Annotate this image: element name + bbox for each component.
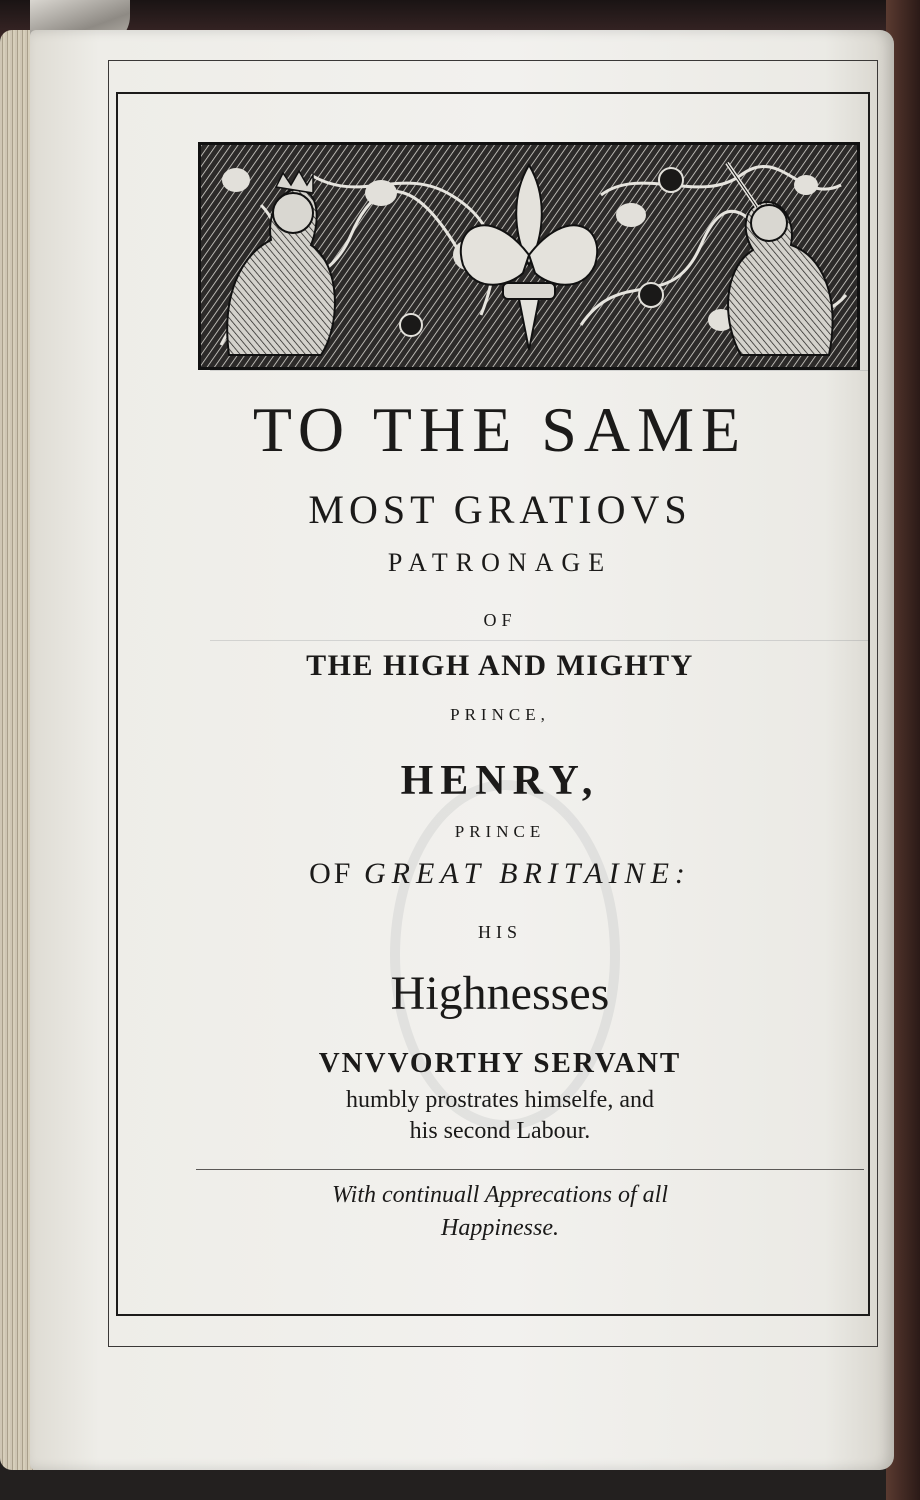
headpiece-illustration: [201, 145, 857, 367]
title-line-of: OF: [483, 610, 517, 630]
woodcut-headpiece: [198, 142, 860, 370]
title-line-apprecations: With continuall Apprecations of all: [332, 1182, 668, 1208]
of-text: OF: [309, 857, 364, 890]
title-line-second-labour: his second Labour.: [409, 1118, 591, 1144]
title-line-to-the-same: TO THE SAME: [252, 394, 748, 465]
great-britaine-text: GREAT BRITAINE:: [363, 857, 691, 890]
horizontal-rule: [196, 1169, 864, 1170]
title-line-prince-2: PRINCE: [454, 822, 546, 841]
title-line-of-great-britaine: [110, 857, 890, 891]
title-line-high-and-mighty: THE HIGH AND MIGHTY: [306, 649, 694, 682]
title-line-unworthy-servant: VNVVORTHY SERVANT: [318, 1047, 682, 1079]
title-line-happinesse: Happinesse.: [441, 1215, 559, 1241]
title-line-his: HIS: [477, 922, 522, 942]
title-line-humbly: humbly prostrates himselfe, and: [346, 1087, 654, 1113]
title-line-henry: HENRY,: [400, 758, 600, 804]
title-line-prince: PRINCE,: [450, 705, 550, 724]
title-line-most-gratious: MOST GRATIOVS: [308, 487, 692, 532]
title-line-patronage: PATRONAGE: [387, 548, 613, 577]
title-line-highnesses: Highnesses: [390, 967, 610, 1020]
